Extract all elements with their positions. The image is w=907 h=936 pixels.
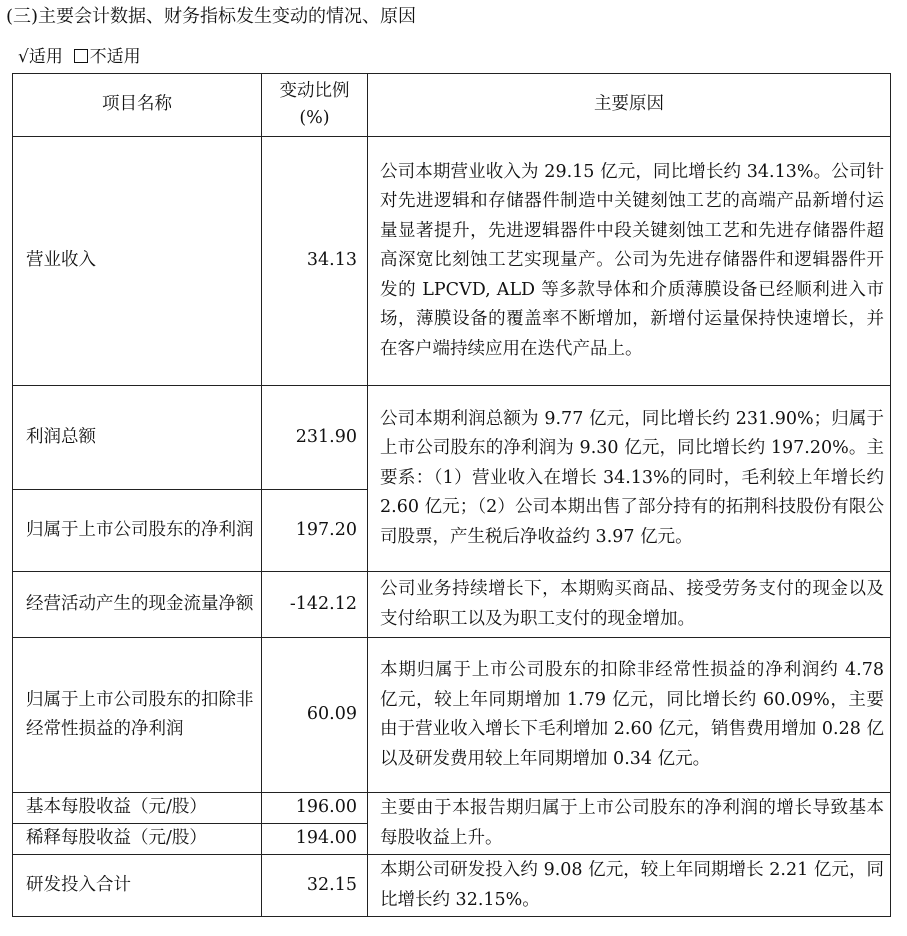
table-row [13,638,891,793]
financial-change-table [12,73,891,917]
row-change-value: 194.00 [262,824,368,855]
row-change-value: 32.15 [262,855,368,917]
row-reason: 主要由于本报告期归属于上市公司股东的净利润的增长导致基本每股收益上升。 [368,793,891,855]
row-change-value: 231.90 [262,386,368,490]
row-reason: 本期归属于上市公司股东的扣除非经常性损益的净利润约 4.78 亿元，较上年同期增加 1.79 亿元，同比增长约 60.09%，主要由于营业收入增长下毛利增加 2.60 亿元，销售费用增加 0.28 亿以及研发费用较上年同期增加 0.34 亿元。 [368,638,891,793]
row-reason: 公司本期利润总额为 9.77 亿元，同比增长约 231.90%；归属于上市公司股东的净利润为 9.30 亿元，同比增长约 197.20%。主要系：（1）营业收入在增长 34.13%的同时，毛利较上年增长约 2.60 亿元；（2）公司本期出售了部分持有的拓荆科技股份有限公司股票，产生税后净收益约 3.97 亿元。 [368,386,891,572]
header-main-reason: 主要原因 [368,74,891,137]
table-row [13,137,891,386]
row-item-name: 基本每股收益（元/股） [13,793,262,824]
section-heading: (三)主要会计数据、财务指标发生变动的情况、原因 [6,6,417,27]
table-row [13,855,891,917]
table-header-row [13,74,891,137]
not-applicable-option-label: 不适用 [89,47,141,67]
unchecked-box-icon [74,49,88,63]
row-item-name: 营业收入 [13,137,262,386]
checked-mark-icon: √ [18,47,29,67]
applicable-option-label: 适用 [28,47,63,67]
row-item-name: 归属于上市公司股东的扣除非经常性损益的净利润 [13,638,262,793]
header-item-name: 项目名称 [13,74,262,137]
row-change-value: 196.00 [262,793,368,824]
table-row [13,572,891,638]
header-change-ratio [262,74,368,137]
row-reason: 本期公司研发投入约 9.08 亿元，较上年同期增长 2.21 亿元，同比增长约 32.15%。 [368,855,891,917]
row-item-name: 研发投入合计 [13,855,262,917]
row-change-value: 60.09 [262,638,368,793]
row-reason: 公司业务持续增长下，本期购买商品、接受劳务支付的现金以及支付给职工以及为职工支付的现金增加。 [368,572,891,638]
row-item-name: 利润总额 [13,386,262,490]
row-item-name: 归属于上市公司股东的净利润 [13,490,262,572]
row-change-value: 34.13 [262,137,368,386]
table-row [13,386,891,490]
row-change-value: -142.12 [262,572,368,638]
header-change-line1: 变动比例 [279,81,350,101]
row-change-value: 197.20 [262,490,368,572]
table-row [13,793,891,824]
row-item-name: 稀释每股收益（元/股） [13,824,262,855]
applicability-options [18,46,141,68]
row-item-name: 经营活动产生的现金流量净额 [13,572,262,638]
row-reason: 公司本期营业收入为 29.15 亿元，同比增长约 34.13%。公司针对先进逻辑和存储器件制造中关键刻蚀工艺的高端产品新增付运量显著提升，先进逻辑器件中段关键刻蚀工艺和先进存储器件超高深宽比刻蚀工艺实现量产。公司为先进存储器件和逻辑器件开发的 LPCVD, ALD 等多款导体和介质薄膜设备已经顺利进入市场，薄膜设备的覆盖率不断增加，新增付运量保持快速增长，并在客户端持续应用在迭代产品上。 [368,137,891,386]
header-change-unit: (%) [299,108,330,128]
